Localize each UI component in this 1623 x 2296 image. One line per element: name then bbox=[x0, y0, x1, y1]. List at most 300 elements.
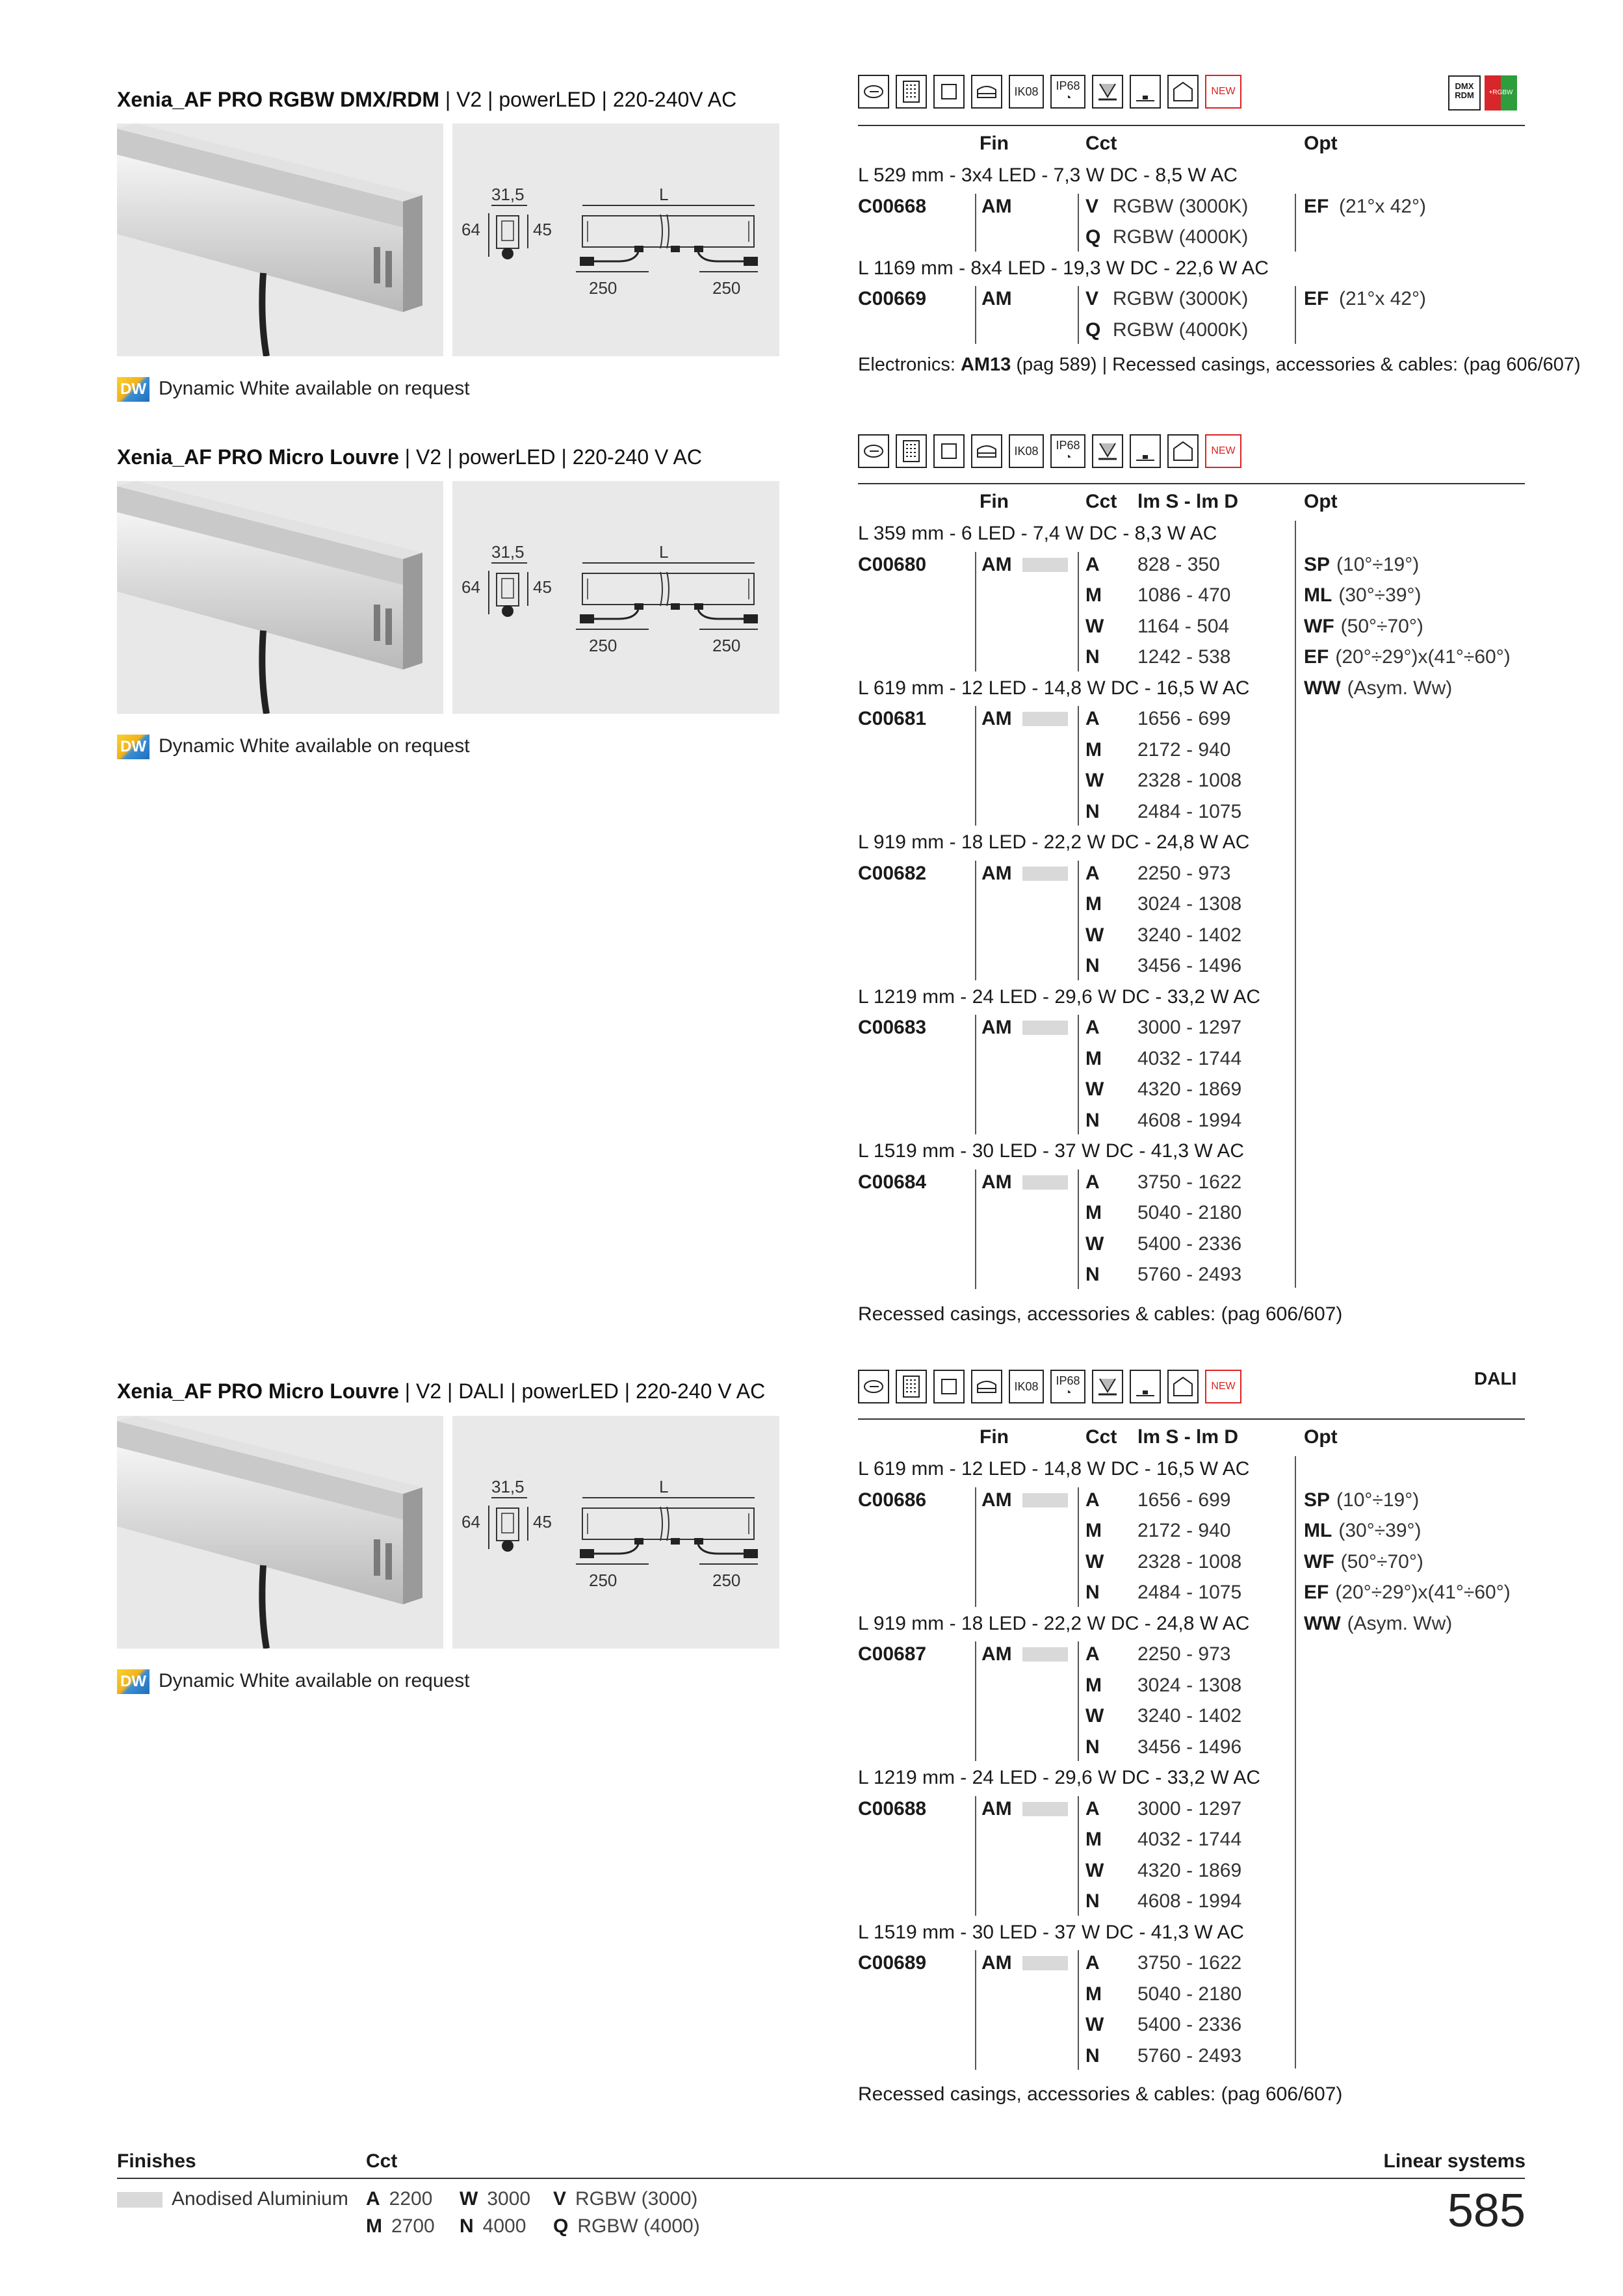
finish-code: AM bbox=[981, 288, 1012, 309]
table-row bbox=[858, 283, 1525, 315]
lumen-value: 3750 - 1622 bbox=[1137, 1952, 1242, 1974]
cct-code: V bbox=[1085, 288, 1099, 309]
dw-badge-icon: DW bbox=[117, 377, 149, 402]
ip68-icon: IP68 ◔ bbox=[1050, 1370, 1085, 1403]
table-row bbox=[858, 549, 1525, 581]
cct-legend-code: A bbox=[366, 2188, 380, 2210]
finish-code: AM bbox=[981, 1952, 1012, 1974]
col-divider bbox=[1078, 1796, 1079, 1916]
cct-code: M bbox=[1085, 738, 1102, 761]
finish-name: Anodised Aluminium bbox=[172, 2188, 348, 2210]
dim-height-64: 64 bbox=[461, 1512, 480, 1532]
product-code: C00681 bbox=[858, 708, 927, 729]
dim-length: L bbox=[659, 1477, 669, 1496]
table-row bbox=[858, 920, 1525, 951]
optic-option bbox=[1304, 549, 1419, 581]
col-divider bbox=[1078, 194, 1079, 252]
lumen-value: 1656 - 699 bbox=[1137, 708, 1231, 729]
col-opt: Opt bbox=[1304, 491, 1338, 512]
spec-line: L 619 mm - 12 LED - 14,8 W DC - 16,5 W AC bbox=[858, 677, 1250, 699]
finish-swatch bbox=[1022, 558, 1068, 572]
ip68-icon: IP68 ◔ bbox=[1050, 75, 1085, 109]
new-badge: NEW bbox=[1205, 434, 1241, 468]
table-row bbox=[858, 611, 1525, 642]
finish-code: AM bbox=[981, 1171, 1012, 1193]
housing-icon bbox=[971, 75, 1002, 109]
lumen-value: 3456 - 1496 bbox=[1137, 1736, 1242, 1758]
rgbw-logo: +RGBW bbox=[1485, 75, 1517, 111]
finish-swatch bbox=[1022, 1802, 1068, 1816]
ik08-icon: IK08 bbox=[1009, 1370, 1044, 1403]
floor-icon bbox=[1130, 1370, 1161, 1403]
col-divider bbox=[975, 1641, 976, 1761]
cct-code: M bbox=[1085, 1829, 1102, 1850]
product-code: C00669 bbox=[858, 288, 927, 309]
dim-width: 31,5 bbox=[491, 1477, 525, 1496]
rotation-icon bbox=[858, 75, 889, 109]
cct-code: M bbox=[1085, 1983, 1102, 2005]
col-divider bbox=[1078, 552, 1079, 672]
cct-code: W bbox=[1085, 1550, 1104, 1572]
cct-code: A bbox=[1085, 1017, 1100, 1038]
optic-angle: (50°÷70°) bbox=[1340, 1550, 1423, 1572]
product-code: C00683 bbox=[858, 1017, 927, 1038]
table-row bbox=[858, 889, 1525, 920]
col-lm: lm S - lm D bbox=[1137, 491, 1239, 512]
col-divider bbox=[975, 286, 976, 344]
table-row bbox=[858, 765, 1525, 796]
lumen-value: 828 - 350 bbox=[1137, 553, 1220, 575]
finish-swatch bbox=[1022, 1493, 1068, 1507]
product-code: C00689 bbox=[858, 1952, 927, 1974]
table-row bbox=[858, 1197, 1525, 1229]
texture-icon bbox=[896, 1370, 927, 1403]
optic-option bbox=[1304, 580, 1422, 611]
optic-angle: (50°÷70°) bbox=[1340, 615, 1423, 637]
finish-swatch bbox=[1022, 1021, 1068, 1035]
col-divider bbox=[1078, 1487, 1079, 1607]
housing-icon bbox=[971, 434, 1002, 468]
col-divider bbox=[1078, 1015, 1079, 1134]
lumen-value: 5400 - 2336 bbox=[1137, 2014, 1242, 2035]
col-cct: Cct bbox=[1085, 133, 1117, 154]
lumen-value: 3750 - 1622 bbox=[1137, 1171, 1242, 1193]
product-title-name: Xenia_AF PRO RGBW DMX/RDM bbox=[117, 88, 440, 111]
table-row bbox=[858, 580, 1525, 611]
product-title bbox=[117, 1379, 765, 1403]
product-photo bbox=[117, 124, 443, 356]
optic-code: EF bbox=[1304, 1582, 1329, 1603]
cct-code: A bbox=[1085, 1489, 1100, 1511]
dmx-rdm-logo: DMX RDM bbox=[1448, 75, 1481, 111]
col-divider bbox=[975, 1487, 976, 1607]
cct-value: RGBW (4000K) bbox=[1113, 319, 1249, 341]
cct-code: W bbox=[1085, 924, 1104, 946]
footer-rule bbox=[117, 2178, 1525, 2179]
table-row bbox=[858, 1794, 1525, 1825]
lumen-value: 4032 - 1744 bbox=[1137, 1047, 1242, 1069]
dim-cable-left: 250 bbox=[589, 636, 617, 655]
col-opt: Opt bbox=[1304, 133, 1338, 154]
dim-cable-right: 250 bbox=[712, 1571, 741, 1590]
cct-legend-code: M bbox=[366, 2215, 382, 2237]
cct-legend-code: Q bbox=[553, 2215, 569, 2237]
ik08-icon: IK08 bbox=[1009, 75, 1044, 109]
cct-code: N bbox=[1085, 646, 1100, 668]
cct-code: A bbox=[1085, 1171, 1100, 1193]
table-row bbox=[858, 1948, 1525, 1979]
dim-height-64: 64 bbox=[461, 220, 480, 239]
cct-legend-item bbox=[366, 2188, 432, 2210]
lumen-value: 4608 - 1994 bbox=[1137, 1890, 1242, 1912]
product-code: C00686 bbox=[858, 1489, 927, 1511]
lumen-value: 1242 - 538 bbox=[1137, 646, 1231, 668]
product-photo bbox=[117, 481, 443, 714]
product-title-spec: | V2 | powerLED | 220-240 V AC bbox=[398, 445, 702, 469]
cct-code: A bbox=[1085, 1952, 1100, 1974]
col-divider bbox=[1295, 286, 1296, 344]
col-cct: Cct bbox=[1085, 1426, 1117, 1448]
dim-cable-right: 250 bbox=[712, 278, 741, 298]
cct-code: W bbox=[1085, 615, 1104, 637]
optic-option bbox=[1304, 1608, 1452, 1639]
dali-badge: DALI bbox=[1474, 1368, 1517, 1389]
lumen-value: 3240 - 1402 bbox=[1137, 1705, 1242, 1727]
table-row bbox=[858, 735, 1525, 766]
cct-code: N bbox=[1085, 2044, 1100, 2067]
optic-code: ML bbox=[1304, 1520, 1332, 1541]
col-fin: Fin bbox=[980, 491, 1009, 512]
table-row bbox=[858, 1855, 1525, 1886]
cct-legend-item bbox=[553, 2188, 697, 2210]
cct-code: V bbox=[1085, 195, 1099, 217]
footer-cct-label: Cct bbox=[366, 2150, 398, 2172]
square-icon bbox=[933, 434, 965, 468]
table-row bbox=[858, 1732, 1525, 1763]
table-row bbox=[858, 703, 1525, 735]
dw-note-text: Dynamic White available on request bbox=[159, 735, 470, 757]
col-divider bbox=[1078, 706, 1079, 826]
table-row bbox=[858, 1043, 1525, 1075]
col-cct: Cct bbox=[1085, 491, 1117, 512]
table-row bbox=[858, 1167, 1525, 1198]
product-title-spec: | V2 | DALI | powerLED | 220-240 V AC bbox=[398, 1379, 766, 1403]
cct-code: A bbox=[1085, 862, 1100, 884]
finish-swatch bbox=[1022, 1175, 1068, 1190]
optic-option bbox=[1304, 1546, 1423, 1578]
lumen-value: 1164 - 504 bbox=[1137, 615, 1230, 637]
product-code: C00668 bbox=[858, 195, 927, 217]
ip68-icon: IP68 ◔ bbox=[1050, 434, 1085, 468]
table-row bbox=[858, 1485, 1525, 1516]
product-code: C00680 bbox=[858, 553, 927, 575]
table-row bbox=[858, 1515, 1525, 1546]
finish-code: AM bbox=[981, 708, 1012, 729]
table-row bbox=[858, 1670, 1525, 1701]
col-divider bbox=[975, 1950, 976, 2070]
cct-legend-value: 3000 bbox=[487, 2188, 531, 2210]
square-icon bbox=[933, 1370, 965, 1403]
optic-angle: (10°÷19°) bbox=[1336, 553, 1420, 575]
dim-cable-right: 250 bbox=[712, 636, 741, 655]
footnote-electronics-code: AM13 bbox=[960, 354, 1011, 375]
new-badge: NEW bbox=[1205, 75, 1241, 109]
optic-angle: (Asym. Ww) bbox=[1347, 677, 1453, 699]
finish-swatch bbox=[1022, 712, 1068, 726]
ik08-icon: IK08 bbox=[1009, 434, 1044, 468]
lumen-value: 2328 - 1008 bbox=[1137, 1550, 1242, 1572]
table-row bbox=[858, 1979, 1525, 2010]
dim-length: L bbox=[659, 542, 669, 562]
spec-line: L 919 mm - 18 LED - 22,2 W DC - 24,8 W AC bbox=[858, 1612, 1250, 1634]
col-divider bbox=[975, 706, 976, 826]
optic-angle: (10°÷19°) bbox=[1336, 1489, 1420, 1511]
lumen-value: 5760 - 2493 bbox=[1137, 2044, 1242, 2067]
spec-line: L 1219 mm - 24 LED - 29,6 W DC - 33,2 W AC bbox=[858, 1767, 1261, 1788]
product-code: C00687 bbox=[858, 1643, 927, 1665]
new-badge: NEW bbox=[1205, 1370, 1241, 1403]
col-divider bbox=[1078, 1169, 1079, 1289]
cct-code: N bbox=[1085, 1736, 1100, 1758]
optic-code: WW bbox=[1304, 677, 1341, 699]
cct-legend-value: 2200 bbox=[389, 2188, 433, 2210]
table-row bbox=[858, 2009, 1525, 2041]
spec-line: L 1219 mm - 24 LED - 29,6 W DC - 33,2 W AC bbox=[858, 985, 1261, 1008]
optic-option bbox=[1304, 642, 1511, 673]
col-divider bbox=[1295, 194, 1296, 252]
cct-code: M bbox=[1085, 584, 1102, 606]
spec-line: L 1519 mm - 30 LED - 37 W DC - 41,3 W AC bbox=[858, 1140, 1245, 1162]
cct-value: RGBW (3000K) bbox=[1113, 288, 1249, 309]
cct-legend-item bbox=[366, 2215, 435, 2237]
lumen-value: 5760 - 2493 bbox=[1137, 1264, 1242, 1285]
dynamic-white-note bbox=[117, 735, 470, 759]
dim-height-45: 45 bbox=[533, 1512, 552, 1532]
beam-icon bbox=[1092, 434, 1123, 468]
cct-code: Q bbox=[1085, 319, 1101, 341]
lumen-value: 5040 - 2180 bbox=[1137, 1202, 1242, 1223]
spec-line: L 529 mm - 3x4 LED - 7,3 W DC - 8,5 W AC bbox=[858, 164, 1238, 186]
dim-height-45: 45 bbox=[533, 577, 552, 597]
table-row bbox=[858, 222, 1525, 253]
texture-icon bbox=[896, 434, 927, 468]
lumen-value: 4608 - 1994 bbox=[1137, 1109, 1242, 1131]
cct-legend-item bbox=[553, 2215, 700, 2237]
technical-drawing bbox=[452, 124, 779, 356]
table-row bbox=[858, 858, 1525, 889]
spec-line: L 359 mm - 6 LED - 7,4 W DC - 8,3 W AC bbox=[858, 523, 1217, 544]
product-title bbox=[117, 88, 736, 112]
house-icon bbox=[1167, 75, 1199, 109]
page-number: 585 bbox=[1447, 2185, 1526, 2237]
cct-code: M bbox=[1085, 1520, 1102, 1541]
optic-code: WW bbox=[1304, 1612, 1341, 1634]
table-row bbox=[858, 191, 1525, 222]
lumen-value: 3000 - 1297 bbox=[1137, 1797, 1242, 1820]
table-row bbox=[858, 2041, 1525, 2072]
optic-angle: (30°÷39°) bbox=[1338, 584, 1422, 606]
col-divider bbox=[975, 194, 976, 252]
table-top-rule bbox=[858, 125, 1525, 126]
col-fin: Fin bbox=[980, 1426, 1009, 1448]
lumen-value: 3000 - 1297 bbox=[1137, 1017, 1242, 1038]
cct-code: W bbox=[1085, 2014, 1104, 2035]
lumen-value: 2250 - 973 bbox=[1137, 862, 1231, 884]
house-icon bbox=[1167, 1370, 1199, 1403]
optic-code: SP bbox=[1304, 1489, 1331, 1511]
footer-section-label: Linear systems bbox=[1383, 2150, 1526, 2172]
optic-option bbox=[1304, 1515, 1422, 1546]
col-lm: lm S - lm D bbox=[1137, 1426, 1239, 1448]
table-top-rule bbox=[858, 483, 1525, 484]
table-header bbox=[858, 129, 1525, 160]
beam-icon bbox=[1092, 1370, 1123, 1403]
cct-value: RGBW (4000K) bbox=[1113, 226, 1249, 248]
table-row bbox=[858, 950, 1525, 982]
cct-code: M bbox=[1085, 893, 1102, 915]
cct-code: W bbox=[1085, 1233, 1104, 1255]
table-header bbox=[858, 487, 1525, 518]
optic-option bbox=[1304, 673, 1452, 704]
floor-icon bbox=[1130, 434, 1161, 468]
cct-legend-value: RGBW (4000) bbox=[577, 2215, 700, 2237]
lumen-value: 3024 - 1308 bbox=[1137, 1674, 1242, 1696]
optic-code: WF bbox=[1304, 615, 1334, 637]
dim-width: 31,5 bbox=[491, 542, 525, 562]
product-photo bbox=[117, 1416, 443, 1649]
footer-finishes-label: Finishes bbox=[117, 2150, 196, 2172]
lumen-value: 5400 - 2336 bbox=[1137, 1233, 1242, 1255]
cct-code: W bbox=[1085, 1705, 1104, 1727]
cct-code: W bbox=[1085, 1859, 1104, 1881]
lumen-value: 3240 - 1402 bbox=[1137, 924, 1242, 946]
optic-option bbox=[1304, 1485, 1419, 1516]
dim-length: L bbox=[659, 185, 669, 204]
spec-icon-bar bbox=[858, 75, 1241, 111]
cct-legend-item bbox=[460, 2215, 526, 2237]
optic-angle: (30°÷39°) bbox=[1338, 1520, 1422, 1541]
floor-icon bbox=[1130, 75, 1161, 109]
lumen-value: 2172 - 940 bbox=[1137, 738, 1231, 761]
spec-icon-bar bbox=[858, 434, 1241, 471]
optic-option bbox=[1304, 611, 1423, 642]
lumen-value: 2328 - 1008 bbox=[1137, 770, 1242, 791]
spec-line: L 1519 mm - 30 LED - 37 W DC - 41,3 W AC bbox=[858, 1921, 1245, 1943]
finish-swatch bbox=[1022, 867, 1068, 881]
cct-code: M bbox=[1085, 1674, 1102, 1696]
finish-code: AM bbox=[981, 1017, 1012, 1038]
spec-line: L 619 mm - 12 LED - 14,8 W DC - 16,5 W AC bbox=[858, 1458, 1250, 1480]
finish-code: AM bbox=[981, 862, 1012, 884]
table-row bbox=[858, 1012, 1525, 1043]
col-divider bbox=[1078, 286, 1079, 344]
col-divider bbox=[1078, 1950, 1079, 2070]
rotation-icon bbox=[858, 1370, 889, 1403]
col-divider bbox=[1078, 861, 1079, 980]
cct-legend-value: 4000 bbox=[482, 2215, 526, 2237]
optic-code: EF bbox=[1304, 646, 1329, 668]
house-icon bbox=[1167, 434, 1199, 468]
optic-angle: (21°x 42°) bbox=[1339, 195, 1427, 217]
product-title bbox=[117, 445, 702, 469]
col-divider bbox=[975, 861, 976, 980]
finish-code: AM bbox=[981, 1489, 1012, 1511]
cct-code: N bbox=[1085, 1264, 1100, 1285]
dim-width: 31,5 bbox=[491, 185, 525, 204]
product-title-name: Xenia_AF PRO Micro Louvre bbox=[117, 1379, 399, 1403]
cct-code: A bbox=[1085, 708, 1100, 729]
texture-icon bbox=[896, 75, 927, 109]
optic-angle: (21°x 42°) bbox=[1339, 288, 1427, 309]
product-code: C00682 bbox=[858, 862, 927, 884]
product-code: C00688 bbox=[858, 1797, 927, 1820]
finish-code: AM bbox=[981, 1797, 1012, 1820]
dim-cable-left: 250 bbox=[589, 1571, 617, 1590]
lumen-value: 3024 - 1308 bbox=[1137, 893, 1242, 915]
technical-drawing bbox=[452, 1416, 779, 1649]
dw-note-text: Dynamic White available on request bbox=[159, 1669, 470, 1691]
table-row bbox=[858, 1886, 1525, 1917]
finish-code: AM bbox=[981, 195, 1012, 217]
dim-height-64: 64 bbox=[461, 577, 480, 597]
optic-angle: (Asym. Ww) bbox=[1347, 1612, 1453, 1634]
section-footnote: Recessed casings, accessories & cables: (pag 606/607) bbox=[858, 1303, 1343, 1325]
finish-code: AM bbox=[981, 1643, 1012, 1665]
cct-code: W bbox=[1085, 1078, 1104, 1100]
table-row bbox=[858, 315, 1525, 346]
lumen-value: 3456 - 1496 bbox=[1137, 955, 1242, 976]
product-code: C00684 bbox=[858, 1171, 927, 1193]
col-divider bbox=[975, 1015, 976, 1134]
dw-badge-icon: DW bbox=[117, 735, 149, 759]
col-divider bbox=[1295, 1456, 1296, 2068]
dynamic-white-note bbox=[117, 377, 470, 402]
dw-note-text: Dynamic White available on request bbox=[159, 377, 470, 399]
cct-code: Q bbox=[1085, 226, 1101, 248]
cct-legend-code: W bbox=[460, 2188, 478, 2210]
finish-code: AM bbox=[981, 553, 1012, 575]
cct-code: A bbox=[1085, 1797, 1100, 1820]
col-divider bbox=[975, 1796, 976, 1916]
section-footnote bbox=[858, 354, 1581, 376]
footnote-suffix: (pag 589) | Recessed casings, accessories & cables: (pag 606/607) bbox=[1011, 354, 1581, 375]
optic-code: WF bbox=[1304, 1550, 1334, 1572]
table-row bbox=[858, 1546, 1525, 1578]
lumen-value: 1086 - 470 bbox=[1137, 584, 1231, 606]
table-row bbox=[858, 1259, 1525, 1290]
lumen-value: 4320 - 1869 bbox=[1137, 1859, 1242, 1881]
table-row bbox=[858, 1701, 1525, 1732]
lumen-value: 2250 - 973 bbox=[1137, 1643, 1231, 1665]
table-row bbox=[858, 1639, 1525, 1670]
table-top-rule bbox=[858, 1418, 1525, 1420]
table-row bbox=[858, 796, 1525, 828]
cct-code: A bbox=[1085, 553, 1100, 575]
table-header bbox=[858, 1422, 1525, 1454]
lumen-value: 4320 - 1869 bbox=[1137, 1078, 1242, 1100]
table-row bbox=[858, 1105, 1525, 1136]
spec-icon-bar bbox=[858, 1370, 1241, 1406]
footnote-prefix: Electronics: bbox=[858, 354, 961, 375]
optic-code: ML bbox=[1304, 584, 1332, 606]
spec-line: L 919 mm - 18 LED - 22,2 W DC - 24,8 W AC bbox=[858, 831, 1250, 853]
cct-code: N bbox=[1085, 1582, 1100, 1603]
col-opt: Opt bbox=[1304, 1426, 1338, 1448]
cct-code: N bbox=[1085, 1890, 1100, 1912]
finish-swatch bbox=[117, 2192, 162, 2208]
lumen-value: 2172 - 940 bbox=[1137, 1520, 1231, 1541]
lumen-value: 2484 - 1075 bbox=[1137, 800, 1242, 822]
